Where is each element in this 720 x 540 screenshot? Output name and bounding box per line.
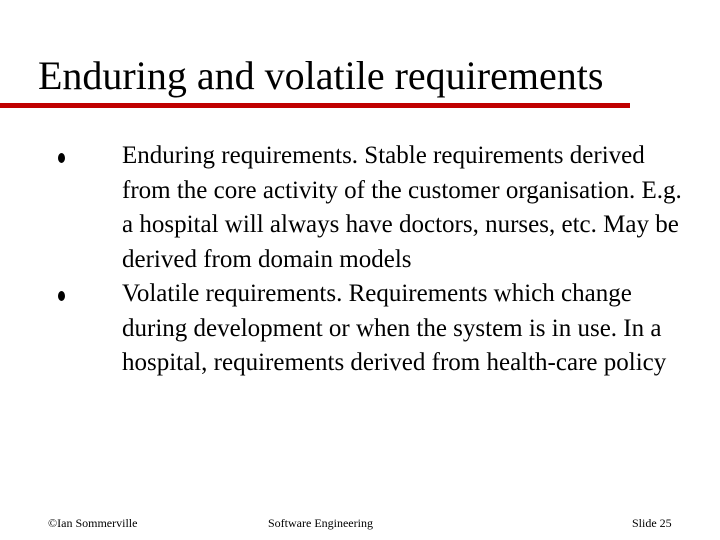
- bullet-text: Enduring requirements. Stable requirements derived from the core activity of the customer organisation. E.g. a hospital will always have doctors, nurses, etc. May be derived from domain models: [122, 142, 682, 273]
- footer-slide-number: Slide 25: [632, 516, 672, 530]
- footer-course: Software Engineering: [268, 516, 373, 530]
- slide-title: Enduring and volatile requirements: [38, 53, 604, 98]
- bullet-item-volatile: [58, 277, 698, 381]
- title-underline: [0, 103, 630, 108]
- bullet-text: Volatile requirements. Requirements which change during development or when the system is in use. In a hospital, requirements derived from health-care policy: [122, 280, 667, 376]
- bullet-list: [58, 139, 698, 381]
- bullet-icon: [58, 153, 65, 163]
- bullet-icon: [58, 291, 65, 301]
- bullet-item-enduring: [58, 139, 698, 277]
- footer-author: ©Ian Sommerville: [48, 516, 138, 530]
